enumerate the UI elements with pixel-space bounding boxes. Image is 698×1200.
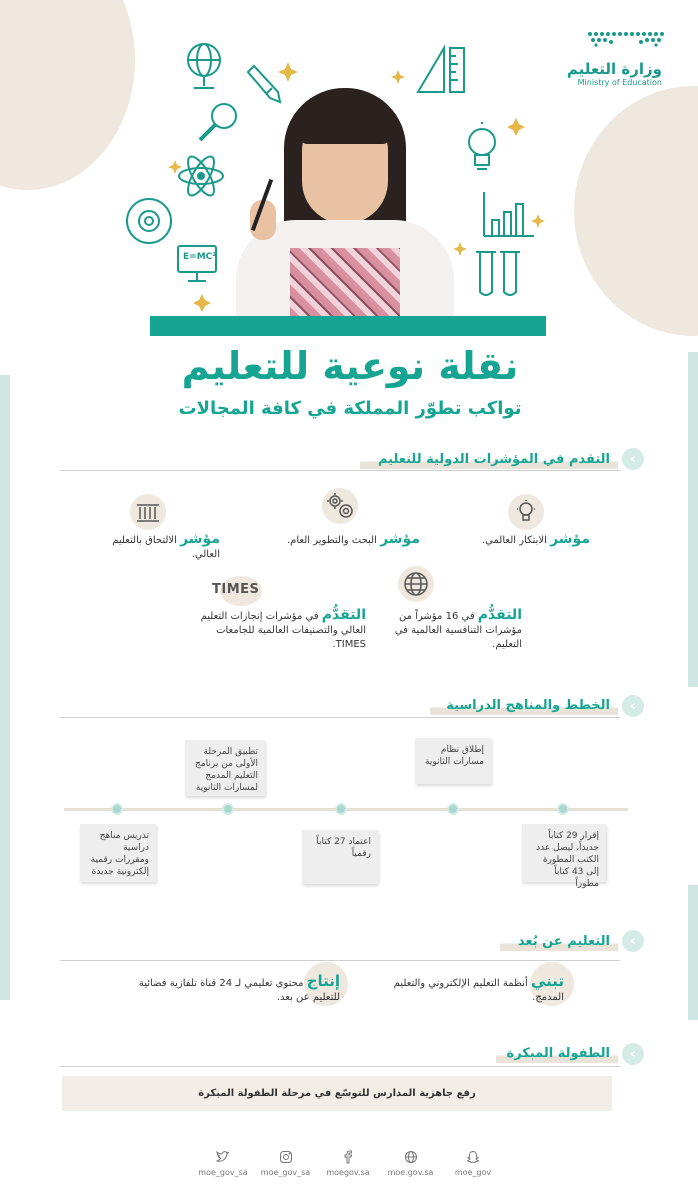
distance-keyword: تبني: [530, 972, 564, 990]
timeline-dot: [447, 803, 459, 815]
gears-icon: [325, 491, 355, 521]
distance-item-produce: [134, 974, 340, 1005]
indicator-keyword: مؤشر: [380, 531, 420, 547]
distance-text: أنظمة التعليم الإلكتروني والتعليم المدمج.: [393, 978, 564, 1003]
indicator-research: [250, 532, 420, 548]
social-handle: moegov.sa: [326, 1168, 370, 1177]
section-divider: [60, 717, 620, 718]
footer-social-bar: [196, 1150, 500, 1186]
timeline-note: إطلاق نظام مسارات الثانوية: [415, 738, 491, 784]
social-handle: moe_gov_sa: [198, 1168, 248, 1177]
globe-icon: [402, 570, 430, 598]
social-handle: moe_gov_sa: [260, 1168, 311, 1177]
indicator-keyword: التقدُّم: [477, 607, 522, 623]
page-title: نقلة نوعية للتعليم: [181, 344, 519, 388]
decor-blob-right: [574, 86, 698, 336]
chevron-left-icon: ‹: [622, 930, 644, 952]
indicator-keyword: مؤشر: [550, 531, 590, 547]
student-photo: [230, 80, 460, 318]
times-logo: TIMES: [212, 582, 260, 597]
timeline-note: تدريس مناهج دراسية ومقررات رقمية إلكترونية جديدة: [80, 824, 156, 882]
timeline-note: تطبيق المرحلة الأولى من برنامج التعليم المدمج لمسارات الثانوية: [185, 740, 265, 796]
indicator-text: في مؤشرات إنجازات التعليم العالي والتصنيفات العالمية للجامعات TIMES.: [200, 611, 366, 650]
lightbulb-icon: [516, 500, 536, 524]
web-icon: [404, 1150, 418, 1164]
formula-label: E=MC²: [183, 252, 217, 262]
indicator-times: [186, 608, 366, 652]
indicator-text: البحث والتطوير العام.: [287, 535, 377, 546]
ministry-name-ar: وزارة التعليم: [566, 60, 662, 78]
distance-item-adopt: [388, 974, 564, 1005]
snapchat-link[interactable]: [446, 1150, 500, 1186]
indicator-keyword: مؤشر: [180, 531, 220, 547]
ministry-logo-icon: [586, 30, 668, 48]
timeline-note: اعتماد 27 كتاباً رقمياً: [302, 830, 378, 884]
section-title-curricula: الخطط والمناهج الدراسية: [430, 698, 618, 715]
indicator-enrollment: [84, 532, 220, 562]
indicator-keyword: التقدُّم: [321, 607, 366, 623]
ministry-name-en: Ministry of Education: [577, 78, 662, 87]
distance-text: محتوى تعليمي لـ 24 قناة تلفازية فضائية للتعليم عن بعد.: [138, 978, 340, 1003]
section-divider: [60, 960, 620, 961]
page-subtitle: تواكب تطوّر المملكة في كافة المجالات: [178, 398, 522, 419]
twitter-icon: [216, 1150, 230, 1164]
hero-illustration: [120, 30, 550, 320]
social-handle: moe.gov.sa: [387, 1168, 434, 1177]
instagram-icon: [279, 1150, 293, 1164]
section-title-indicators: التقدم في المؤشرات الدولية للتعليم: [360, 452, 618, 469]
indicator-text: الابتكار العالمي.: [481, 535, 547, 546]
indicator-text: في 16 مؤشراً من مؤشرات التنافسية العالمية في التعليم.: [394, 611, 522, 650]
timeline-dot: [111, 803, 123, 815]
instagram-link[interactable]: [259, 1150, 313, 1186]
twitter-link[interactable]: [196, 1150, 250, 1186]
indicator-innovation: [440, 532, 590, 548]
timeline-dot: [222, 803, 234, 815]
building-icon: [135, 501, 161, 523]
decor-sidebar-right: [688, 352, 698, 687]
distance-keyword: إنتاج: [306, 972, 340, 990]
chevron-left-icon: ‹: [622, 695, 644, 717]
indicator-competitiveness: [372, 608, 522, 652]
decor-sidebar-left: [0, 375, 10, 1000]
hero-accent-bar: [150, 316, 546, 336]
chevron-left-icon: ‹: [622, 1043, 644, 1065]
section-title-distance: التعليم عن بُعد: [500, 934, 618, 951]
section-title-early-childhood: الطفولة المبكرة: [496, 1046, 618, 1063]
indicator-icon-bg: [398, 566, 434, 602]
decor-sidebar-right-lower: [688, 885, 698, 1020]
early-childhood-banner: رفع جاهزية المدارس للتوسّع في مرحلة الطفولة المبكرة: [62, 1076, 612, 1111]
indicator-icon-bg: [130, 494, 166, 530]
timeline-dot: [557, 803, 569, 815]
decor-blob-top-left: [0, 0, 135, 190]
section-divider: [60, 470, 620, 471]
facebook-link[interactable]: [321, 1150, 375, 1186]
snapchat-icon: [466, 1150, 480, 1164]
timeline-dot: [335, 803, 347, 815]
social-handle: moe_gov: [454, 1168, 492, 1177]
indicator-icon-bg: [322, 488, 358, 524]
timeline-note: إقرار 29 كتاباً جديداً، ليصل عدد الكتب المطورة إلى 43 كتاباً مطوراً: [522, 824, 606, 882]
section-divider: [60, 1066, 620, 1067]
indicator-icon-bg: [508, 494, 544, 530]
website-link[interactable]: [384, 1150, 438, 1186]
chevron-left-icon: ‹: [622, 448, 644, 470]
facebook-icon: [341, 1150, 355, 1164]
indicator-text: الالتحاق بالتعليم العالي.: [112, 535, 220, 560]
